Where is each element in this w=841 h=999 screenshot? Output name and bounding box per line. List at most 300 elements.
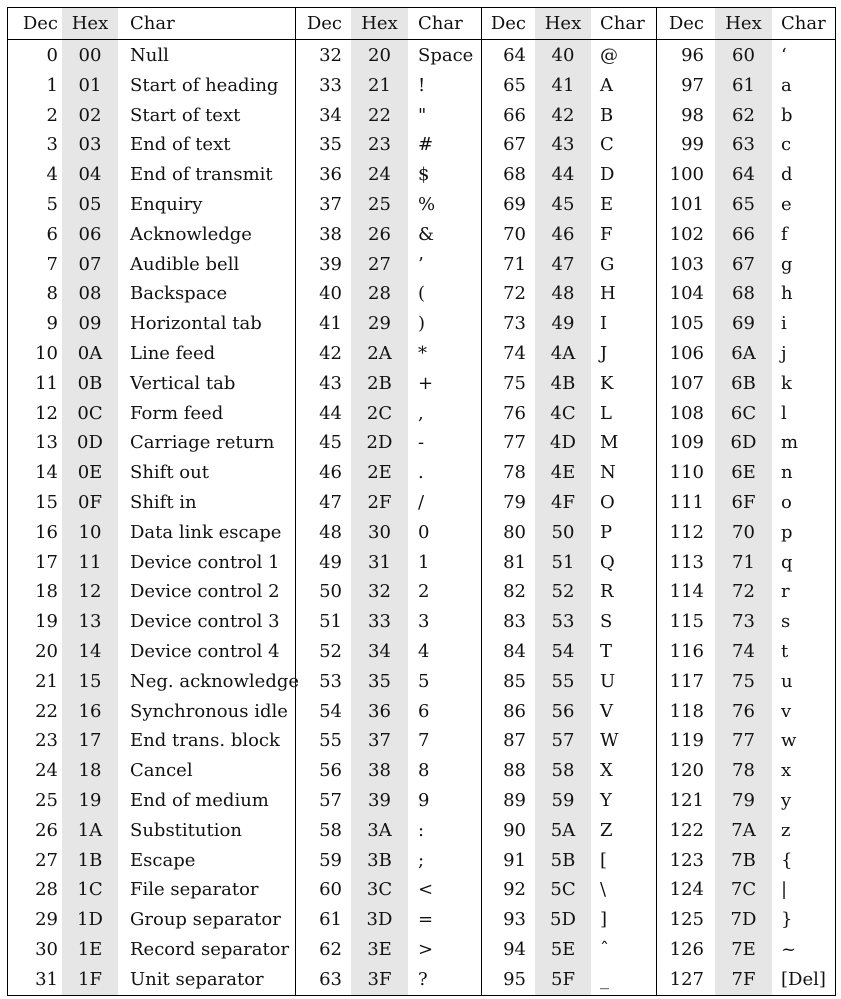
hex-cell: 7F — [731, 968, 756, 990]
char-cell: Substitution — [130, 819, 242, 841]
hex-cell: 44 — [551, 164, 575, 186]
char-cell: Data link escape — [130, 521, 282, 543]
char-cell: \ — [600, 879, 607, 901]
dec-cell: 8 — [46, 283, 58, 305]
char-cell: O — [600, 492, 615, 513]
char-cell: t — [781, 641, 789, 662]
dec-cell: 67 — [503, 134, 526, 156]
char-cell: 7 — [418, 730, 430, 752]
dec-cell: 26 — [35, 819, 58, 841]
dec-cell: 28 — [35, 879, 58, 901]
char-cell: [Del] — [781, 968, 826, 990]
char-cell: I — [600, 313, 608, 335]
dec-cell: 9 — [46, 313, 58, 335]
char-cell: ? — [418, 968, 428, 990]
dec-cell: 99 — [681, 134, 704, 156]
hex-cell: 11 — [78, 551, 102, 573]
hex-cell: 3D — [366, 909, 393, 931]
hex-cell: 7E — [731, 939, 756, 960]
dec-cell: 56 — [319, 760, 342, 782]
hex-cell: 37 — [368, 730, 391, 752]
char-cell: ) — [418, 313, 426, 335]
char-cell: n — [781, 462, 793, 484]
char-cell: 0 — [418, 521, 430, 543]
header-char: Char — [130, 13, 175, 34]
hex-cell: 59 — [551, 790, 575, 811]
dec-cell: 16 — [35, 521, 58, 543]
dec-cell: 54 — [319, 700, 342, 722]
dec-cell: 104 — [669, 283, 704, 305]
char-cell: # — [418, 134, 434, 156]
header-dec: Dec — [22, 13, 58, 34]
dec-cell: 107 — [669, 372, 704, 394]
dec-cell: 0 — [46, 45, 58, 66]
hex-cell: 14 — [78, 641, 102, 662]
hex-cell: 2F — [367, 492, 392, 513]
dec-cell: 106 — [669, 343, 704, 364]
char-cell: | — [781, 879, 788, 901]
hex-cell: 60 — [732, 45, 755, 66]
hex-cell: 20 — [368, 45, 391, 66]
dec-cell: 86 — [503, 700, 526, 722]
char-cell: p — [781, 521, 793, 543]
dec-cell: 27 — [35, 849, 58, 871]
char-cell: ] — [600, 909, 608, 931]
header-rule — [8, 39, 295, 40]
char-cell: % — [418, 194, 436, 215]
dec-cell: 109 — [669, 432, 704, 454]
dec-cell: 15 — [35, 492, 58, 513]
hex-cell: 0E — [77, 462, 103, 484]
char-cell: H — [600, 283, 616, 305]
dec-cell: 85 — [503, 670, 526, 692]
dec-cell: 115 — [669, 611, 704, 633]
dec-cell: 98 — [681, 104, 704, 126]
hex-cell: 45 — [551, 194, 575, 215]
hex-cell: 52 — [551, 581, 575, 603]
hex-cell: 0C — [77, 402, 103, 424]
hex-cell: 2E — [367, 462, 392, 484]
hex-cell: 0B — [77, 372, 103, 394]
char-cell: End trans. block — [130, 730, 280, 752]
hex-cell: 30 — [368, 521, 391, 543]
header-char: Char — [600, 13, 645, 34]
hex-cell: 7B — [731, 849, 756, 871]
char-cell: A — [600, 74, 613, 96]
dec-cell: 74 — [503, 343, 526, 364]
char-cell: j — [781, 343, 787, 364]
dec-cell: 105 — [669, 313, 704, 335]
dec-cell: 83 — [503, 611, 526, 633]
char-cell: v — [781, 700, 792, 722]
hex-cell: 63 — [732, 134, 755, 156]
hex-cell: 00 — [78, 45, 102, 66]
hex-cell: 43 — [551, 134, 575, 156]
char-cell: Form feed — [130, 402, 224, 424]
dec-cell: 58 — [319, 819, 342, 841]
hex-cell: 15 — [78, 670, 102, 692]
dec-cell: 72 — [503, 283, 526, 305]
char-cell: , — [418, 402, 424, 424]
dec-cell: 65 — [503, 74, 526, 96]
hex-cell: 4F — [551, 492, 575, 513]
hex-cell: 5E — [550, 939, 576, 960]
hex-cell: 65 — [732, 194, 755, 215]
dec-cell: 25 — [35, 790, 58, 811]
char-cell: F — [600, 223, 613, 245]
hex-cell: 49 — [551, 313, 575, 335]
hex-cell: 16 — [78, 700, 102, 722]
dec-cell: 17 — [35, 551, 58, 573]
hex-cell: 5B — [550, 849, 576, 871]
char-cell: T — [600, 641, 613, 662]
dec-cell: 12 — [35, 402, 58, 424]
hex-cell: 7C — [730, 879, 757, 901]
char-cell: > — [418, 939, 434, 960]
dec-cell: 76 — [503, 402, 526, 424]
char-cell: ~ — [781, 939, 797, 960]
char-cell: [ — [600, 849, 608, 871]
hex-cell: 62 — [732, 104, 755, 126]
hex-cell: 6F — [731, 492, 756, 513]
dec-cell: 90 — [503, 819, 526, 841]
char-cell: l — [781, 402, 787, 424]
char-cell: W — [600, 730, 619, 752]
char-cell: File separator — [130, 879, 259, 901]
char-cell: Acknowledge — [130, 223, 252, 245]
char-cell: M — [600, 432, 619, 454]
hex-cell: 56 — [551, 700, 575, 722]
dec-cell: 114 — [669, 581, 704, 603]
dec-cell: 64 — [503, 45, 526, 66]
dec-cell: 103 — [669, 253, 704, 275]
char-cell: g — [781, 253, 793, 275]
char-cell: J — [600, 343, 608, 364]
header-dec: Dec — [490, 13, 526, 34]
dec-cell: 10 — [35, 343, 58, 364]
char-cell: < — [418, 879, 434, 901]
char-cell: 2 — [418, 581, 430, 603]
char-cell: x — [781, 760, 792, 782]
hex-cell: 1B — [77, 849, 103, 871]
dec-cell: 123 — [669, 849, 704, 871]
dec-cell: 48 — [319, 521, 342, 543]
hex-cell: 70 — [732, 521, 755, 543]
hex-cell: 22 — [368, 104, 391, 126]
dec-cell: 4 — [46, 164, 58, 186]
dec-cell: 92 — [503, 879, 526, 901]
hex-cell: 29 — [368, 313, 391, 335]
dec-cell: 122 — [669, 819, 704, 841]
char-cell: * — [418, 343, 427, 364]
dec-cell: 19 — [35, 611, 58, 633]
char-cell: Carriage return — [130, 432, 275, 454]
char-cell: X — [600, 760, 613, 782]
char-cell: . — [418, 462, 424, 484]
hex-cell: 4D — [550, 432, 576, 454]
hex-cell: 78 — [732, 760, 755, 782]
char-cell: u — [781, 670, 793, 692]
dec-cell: 45 — [319, 432, 342, 454]
dec-cell: 89 — [503, 790, 526, 811]
header-hex: Hex — [361, 13, 398, 34]
char-cell: } — [781, 909, 793, 931]
char-cell: End of transmit — [130, 164, 273, 186]
dec-cell: 82 — [503, 581, 526, 603]
hex-cell: 34 — [368, 641, 391, 662]
header-char: Char — [418, 13, 463, 34]
char-cell: Device control 3 — [130, 611, 280, 633]
dec-cell: 55 — [319, 730, 342, 752]
hex-cell: 40 — [551, 45, 575, 66]
char-cell: o — [781, 492, 792, 513]
hex-cell: 21 — [368, 74, 391, 96]
char-cell: & — [418, 223, 435, 245]
header-rule — [482, 39, 656, 40]
hex-cell: 5C — [550, 879, 576, 901]
dec-cell: 73 — [503, 313, 526, 335]
hex-cell: 4C — [550, 402, 576, 424]
hex-cell: 3F — [367, 968, 392, 990]
hex-cell: 0A — [77, 343, 103, 364]
hex-cell: 05 — [78, 194, 102, 215]
dec-cell: 63 — [319, 968, 342, 990]
dec-cell: 100 — [669, 164, 704, 186]
dec-cell: 69 — [503, 194, 526, 215]
dec-cell: 102 — [669, 223, 704, 245]
char-cell: Q — [600, 551, 615, 573]
hex-cell: 42 — [551, 104, 575, 126]
hex-cell: 47 — [551, 253, 575, 275]
hex-cell: 5D — [550, 909, 576, 931]
dec-cell: 42 — [319, 343, 342, 364]
char-cell: C — [600, 134, 614, 156]
char-cell: Z — [600, 819, 613, 841]
dec-cell: 80 — [503, 521, 526, 543]
dec-cell: 113 — [669, 551, 704, 573]
dec-cell: 95 — [503, 968, 526, 990]
char-cell: Audible bell — [130, 253, 240, 275]
hex-cell: 0D — [77, 432, 103, 454]
dec-cell: 94 — [503, 939, 526, 960]
char-cell: End of text — [130, 134, 231, 156]
char-cell: f — [781, 223, 788, 245]
hex-cell: 55 — [551, 670, 575, 692]
char-cell: Cancel — [130, 760, 193, 782]
hex-cell: 03 — [78, 134, 102, 156]
dec-cell: 60 — [319, 879, 342, 901]
hex-cell: 69 — [732, 313, 755, 335]
dec-cell: 75 — [503, 372, 526, 394]
char-cell: $ — [418, 164, 430, 186]
dec-cell: 124 — [669, 879, 704, 901]
char-cell: k — [781, 372, 792, 394]
char-cell: m — [781, 432, 799, 454]
hex-cell: 10 — [78, 521, 102, 543]
char-cell: End of medium — [130, 790, 269, 811]
hex-cell: 06 — [78, 223, 102, 245]
char-cell: Device control 4 — [130, 641, 280, 662]
dec-cell: 3 — [46, 134, 58, 156]
hex-cell: 31 — [368, 551, 391, 573]
char-cell: ‘ — [781, 45, 787, 66]
hex-cell: 27 — [368, 253, 391, 275]
header-hex: Hex — [544, 13, 582, 34]
header-dec: Dec — [668, 13, 704, 34]
hex-cell: 07 — [78, 253, 102, 275]
dec-cell: 20 — [35, 641, 58, 662]
dec-cell: 21 — [35, 670, 58, 692]
dec-cell: 119 — [669, 730, 704, 752]
char-cell: / — [418, 492, 425, 513]
dec-cell: 7 — [46, 253, 58, 275]
dec-cell: 11 — [35, 372, 58, 394]
hex-cell: 6B — [731, 372, 756, 394]
hex-cell: 2A — [367, 343, 392, 364]
dec-cell: 71 — [503, 253, 526, 275]
dec-cell: 110 — [669, 462, 704, 484]
hex-cell: 2D — [366, 432, 393, 454]
hex-cell: 3A — [367, 819, 392, 841]
hex-cell: 57 — [551, 730, 575, 752]
dec-cell: 93 — [503, 909, 526, 931]
char-cell: Shift in — [130, 492, 197, 513]
dec-cell: 70 — [503, 223, 526, 245]
char-cell: Group separator — [130, 909, 281, 931]
dec-cell: 77 — [503, 432, 526, 454]
char-cell: - — [418, 432, 425, 454]
char-cell: Vertical tab — [130, 372, 236, 394]
hex-cell: 08 — [78, 283, 102, 305]
char-cell: b — [781, 104, 793, 126]
dec-cell: 68 — [503, 164, 526, 186]
hex-cell: 68 — [732, 283, 755, 305]
hex-cell: 4E — [550, 462, 576, 484]
dec-cell: 117 — [669, 670, 704, 692]
dec-cell: 126 — [669, 939, 704, 960]
hex-cell: 0F — [78, 492, 102, 513]
hex-cell: 1D — [77, 909, 103, 931]
dec-cell: 111 — [669, 492, 704, 513]
hex-cell: 64 — [732, 164, 755, 186]
char-cell: ’ — [418, 253, 424, 275]
hex-cell: 12 — [78, 581, 102, 603]
hex-cell: 50 — [551, 521, 575, 543]
dec-cell: 33 — [319, 74, 342, 96]
char-cell: ˆ — [600, 939, 609, 960]
char-cell: i — [781, 313, 787, 335]
char-cell: E — [600, 194, 614, 215]
hex-cell: 04 — [78, 164, 102, 186]
dec-cell: 52 — [319, 641, 342, 662]
char-cell: Device control 2 — [130, 581, 280, 603]
hex-cell: 6D — [730, 432, 757, 454]
hex-cell: 3E — [367, 939, 392, 960]
hex-cell: 75 — [732, 670, 755, 692]
hex-cell: 53 — [551, 611, 575, 633]
hex-cell: 76 — [732, 700, 755, 722]
char-cell: 8 — [418, 760, 430, 782]
dec-cell: 40 — [319, 283, 342, 305]
char-cell: ; — [418, 849, 425, 871]
dec-cell: 5 — [46, 194, 58, 215]
char-cell: Escape — [130, 849, 196, 871]
hex-cell: 4B — [550, 372, 576, 394]
char-cell: Synchronous idle — [130, 700, 288, 722]
char-cell: @ — [600, 45, 618, 66]
char-cell: 5 — [418, 670, 430, 692]
hex-cell: 7A — [731, 819, 756, 841]
char-cell: Backspace — [130, 283, 228, 305]
dec-cell: 53 — [319, 670, 342, 692]
hex-cell: 38 — [368, 760, 391, 782]
hex-cell: 26 — [368, 223, 391, 245]
char-cell: d — [781, 164, 793, 186]
hex-cell: 1A — [77, 819, 103, 841]
hex-cell: 6A — [731, 343, 756, 364]
char-cell: 3 — [418, 611, 430, 633]
char-cell: 4 — [418, 641, 430, 662]
char-cell: Line feed — [130, 343, 216, 364]
dec-cell: 32 — [319, 45, 342, 66]
hex-cell: 36 — [368, 700, 391, 722]
dec-cell: 47 — [319, 492, 342, 513]
dec-cell: 96 — [681, 45, 704, 66]
hex-cell: 3C — [366, 879, 393, 901]
char-cell: Device control 1 — [130, 551, 280, 573]
char-cell: U — [600, 670, 616, 692]
hex-cell: 74 — [732, 641, 755, 662]
hex-cell: 5F — [551, 968, 575, 990]
char-cell: : — [418, 819, 425, 841]
hex-cell: 39 — [368, 790, 391, 811]
char-cell: Record separator — [130, 939, 290, 960]
char-cell: K — [600, 372, 614, 394]
dec-cell: 121 — [669, 790, 704, 811]
char-cell: s — [781, 611, 791, 633]
dec-cell: 116 — [669, 641, 704, 662]
hex-cell: 35 — [368, 670, 391, 692]
dec-cell: 41 — [319, 313, 342, 335]
dec-cell: 14 — [35, 462, 58, 484]
char-cell: N — [600, 462, 616, 484]
hex-cell: 72 — [732, 581, 755, 603]
char-cell: { — [781, 849, 793, 871]
char-cell: B — [600, 104, 614, 126]
hex-cell: 5A — [550, 819, 576, 841]
hex-cell: 33 — [368, 611, 391, 633]
char-cell: Start of text — [130, 104, 241, 126]
hex-cell: 54 — [551, 641, 575, 662]
char-cell: Null — [130, 45, 169, 66]
dec-cell: 59 — [319, 849, 342, 871]
dec-cell: 30 — [35, 939, 58, 960]
dec-cell: 78 — [503, 462, 526, 484]
char-cell: Enquiry — [130, 194, 203, 215]
char-cell: Y — [600, 790, 612, 811]
hex-cell: 66 — [732, 223, 755, 245]
char-cell: c — [781, 134, 792, 156]
dec-cell: 108 — [669, 402, 704, 424]
dec-cell: 120 — [669, 760, 704, 782]
dec-cell: 29 — [35, 909, 58, 931]
hex-cell: 79 — [732, 790, 755, 811]
hex-cell: 24 — [368, 164, 391, 186]
dec-cell: 24 — [35, 760, 58, 782]
dec-cell: 84 — [503, 641, 526, 662]
dec-cell: 79 — [503, 492, 526, 513]
dec-cell: 91 — [503, 849, 526, 871]
